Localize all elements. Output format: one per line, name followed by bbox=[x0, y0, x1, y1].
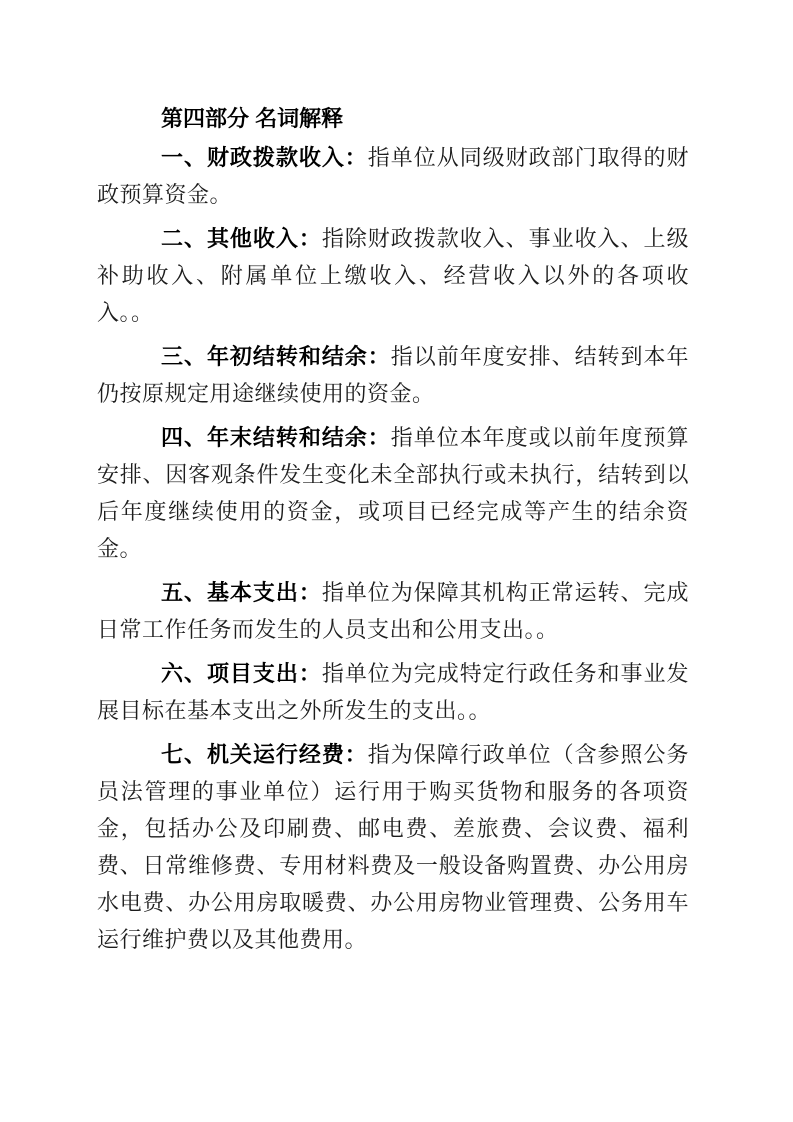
term-definition: 指除财政拨款收入、事业收入、上级补助收入、附属单位上缴收入、经营收入以外的各项收入。。 bbox=[97, 226, 689, 325]
term-label: 二、其他收入： bbox=[161, 226, 322, 251]
term-definition: 指单位为完成特定行政任务和事业发展目标在基本支出之外所发生的支出。。 bbox=[97, 661, 689, 723]
glossary-paragraph-6 bbox=[97, 655, 689, 729]
glossary-paragraph-4 bbox=[97, 419, 689, 567]
term-definition: 指单位本年度或以前年度预算安排、因客观条件发生变化未全部执行或未执行，结转到以后年度继续使用的资金，或项目已经完成等产生的结余资金。 bbox=[97, 425, 689, 561]
term-label: 六、项目支出： bbox=[161, 661, 322, 686]
glossary-paragraph-7 bbox=[97, 736, 689, 958]
term-label: 七、机关运行经费： bbox=[161, 742, 368, 767]
term-label: 五、基本支出： bbox=[161, 580, 322, 605]
term-label: 一、财政拨款收入： bbox=[161, 145, 368, 170]
glossary-paragraph-5 bbox=[97, 574, 689, 648]
term-label: 四、年末结转和结余： bbox=[161, 425, 391, 450]
term-definition: 指以前年度安排、结转到本年仍按原规定用途继续使用的资金。 bbox=[97, 344, 689, 406]
term-definition: 指单位从同级财政部门取得的财政预算资金。 bbox=[97, 145, 689, 207]
term-definition: 指单位为保障其机构正常运转、完成日常工作任务而发生的人员支出和公用支出。。 bbox=[97, 580, 689, 642]
term-definition: 指为保障行政单位（含参照公务员法管理的事业单位）运行用于购买货物和服务的各项资金，包括办公及印刷费、邮电费、差旅费、会议费、福利费、日常维修费、专用材料费及一般设备购置费、办公用房水电费、办公用房取暖费、办公用房物业管理费、公务用车运行维护费以及其他费用。 bbox=[97, 742, 689, 952]
glossary-paragraph-3 bbox=[97, 338, 689, 412]
term-label: 三、年初结转和结余： bbox=[161, 344, 391, 369]
glossary-paragraph-2 bbox=[97, 220, 689, 331]
section-heading: 第四部分 名词解释 bbox=[161, 106, 344, 131]
glossary-paragraph-1 bbox=[97, 139, 689, 213]
